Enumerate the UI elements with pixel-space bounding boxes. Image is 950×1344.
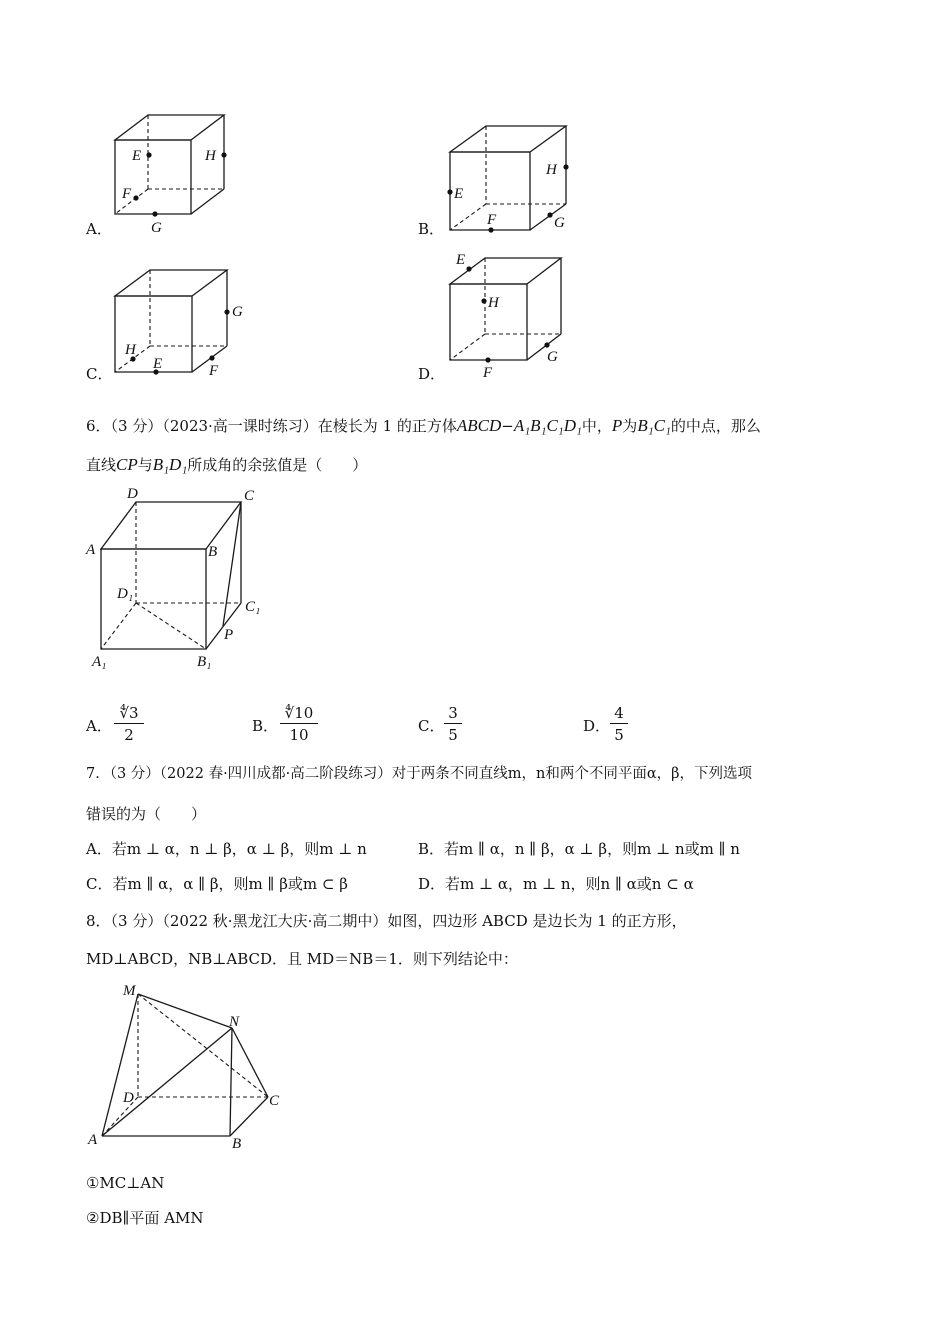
point-e: [146, 152, 151, 157]
svg-text:B: B: [208, 544, 218, 560]
svg-text:C: C: [244, 488, 255, 504]
q8-stem-line1: 8．（3 分）（2022 秋·黑龙江大庆·高二期中）如图，四边形 ABCD 是边长为 1 的正方形，: [86, 912, 687, 930]
label-f: F: [483, 365, 493, 381]
front-face: [115, 140, 191, 214]
label-h: H: [488, 295, 499, 311]
q5-option-a-label: A．: [86, 220, 112, 238]
q6-stem-line2: 直线CP与B₁D₁所成角的余弦值是（ ）: [86, 455, 368, 474]
label-f: F: [209, 363, 219, 379]
q7-option-b: B．若m ∥ α，n ∥ β，α ⊥ β，则m ⊥ n或m ∥ n: [418, 840, 740, 858]
svg-text:C: C: [269, 1093, 280, 1109]
q6-stem-line1: 6．（3 分）（2023·高一课时练习）在棱长为 1 的正方体ABCD−A₁B₁C₁D₁中，P为B₁C₁的中点，那么: [86, 416, 761, 435]
label-g: G: [547, 349, 558, 365]
svg-text:P: P: [224, 627, 234, 643]
label-f: F: [122, 186, 132, 202]
label-e: E: [132, 148, 142, 164]
q6-cube-figure: [80, 482, 280, 682]
svg-text:D: D: [123, 1090, 134, 1106]
q5-cube-d: [440, 248, 580, 383]
svg-text:B₁: B₁: [197, 654, 212, 670]
label-h: H: [205, 148, 216, 164]
top-face: [115, 115, 224, 140]
svg-text:A: A: [86, 542, 96, 558]
q6-option-a-frac: $\frac{∜3}{2}$: [114, 704, 144, 744]
label-g: G: [232, 304, 243, 320]
q7-option-c: C．若m ∥ α，α ∥ β，则m ∥ β或m ⊂ β: [86, 875, 348, 893]
label-f: F: [487, 212, 497, 228]
edge-nc: [232, 1028, 268, 1097]
svg-text:D₁: D₁: [117, 586, 134, 602]
label-e: E: [153, 356, 163, 372]
q5-cube-a: [105, 105, 245, 240]
label-h: H: [125, 342, 136, 358]
q5-cube-c: [105, 262, 255, 382]
svg-text:C₁: C₁: [245, 599, 261, 615]
q6-option-b-frac: $\frac{∜10}{10}$: [280, 704, 318, 744]
q6-option-c-label: C．: [418, 717, 445, 735]
q7-stem-line2: 错误的为（ ）: [86, 805, 207, 823]
edge-nb: [230, 1028, 232, 1136]
svg-text:N: N: [229, 1014, 240, 1030]
point-g: [152, 211, 157, 216]
q6-option-b-label: B．: [252, 717, 279, 735]
svg-text:A: A: [88, 1132, 98, 1148]
q6-option-d-label: D．: [583, 717, 611, 735]
edge-mc: [138, 994, 268, 1097]
q5-option-c-label: C．: [86, 365, 113, 383]
edge-mn: [138, 994, 232, 1028]
svg-text:A₁: A₁: [92, 654, 107, 670]
svg-text:M: M: [123, 983, 136, 999]
q5-cube-b: [440, 118, 580, 243]
q5-option-d-label: D．: [418, 365, 446, 383]
edge-ma: [102, 994, 138, 1136]
label-e: E: [454, 186, 464, 202]
label-g: G: [151, 220, 162, 236]
svg-text:D: D: [127, 486, 138, 502]
point-f: [133, 195, 138, 200]
q6-option-c-frac: $\frac{3}{5}$: [444, 704, 462, 744]
q5-option-b-label: B．: [418, 220, 445, 238]
edge-bc: [230, 1097, 268, 1136]
q8-figure: [80, 975, 300, 1155]
label-g: G: [554, 215, 565, 231]
q7-option-d: D．若m ⊥ α，m ⊥ n，则n ∥ α或n ⊂ α: [418, 875, 694, 893]
q8-conclusion-1: ①MC⊥AN: [86, 1174, 165, 1192]
svg-text:B: B: [232, 1136, 242, 1152]
q8-conclusion-2: ②DB∥平面 AMN: [86, 1209, 204, 1227]
q6-option-a-label: A．: [86, 717, 112, 735]
q6-option-d-frac: $\frac{4}{5}$: [610, 704, 628, 744]
point-h: [221, 152, 226, 157]
q7-option-a: A．若m ⊥ α，n ⊥ β，α ⊥ β，则m ⊥ n: [86, 840, 367, 858]
q8-stem-line2: MD⊥ABCD，NB⊥ABCD．且 MD＝NB＝1．则下列结论中：: [86, 950, 518, 968]
label-e: E: [456, 252, 466, 268]
q7-stem-line1: 7．（3 分）（2022 春·四川成都·高二阶段练习）对于两条不同直线m，n和两个不同平面α，β，下列选项: [86, 766, 753, 782]
edge-an: [102, 1028, 232, 1136]
label-h: H: [546, 162, 557, 178]
